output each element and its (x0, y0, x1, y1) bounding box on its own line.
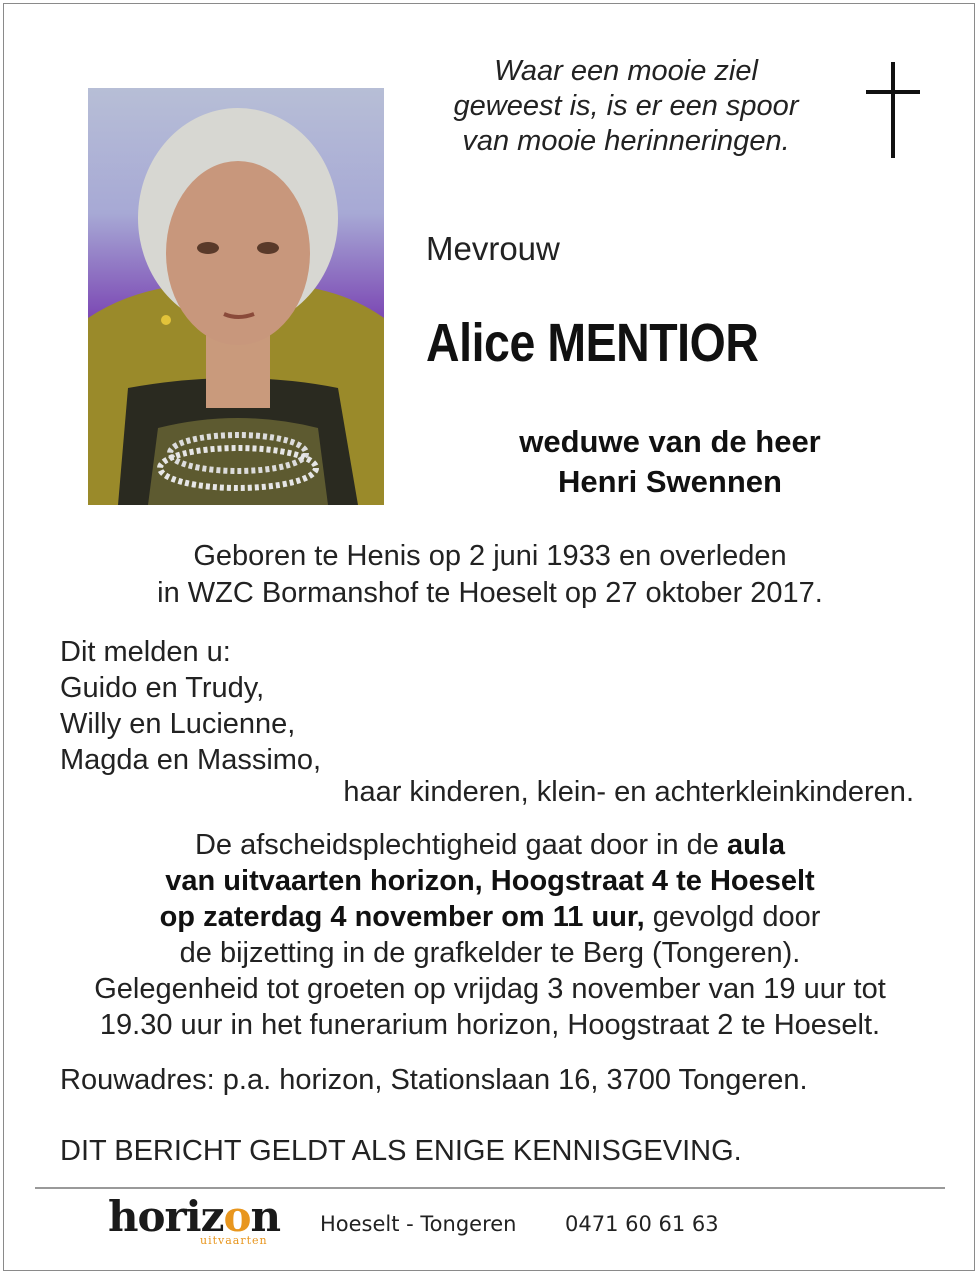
family-name: Willy en Lucienne, (60, 708, 296, 740)
birth-death-info (40, 538, 940, 612)
ceremony-line (30, 827, 950, 863)
ceremony-text: gevolgd door (644, 901, 821, 933)
ceremony-info (30, 827, 950, 1043)
quote-line: Waar een mooie ziel (494, 55, 758, 87)
logo-accent-letter: o (223, 1192, 251, 1241)
birth-death-line: Geboren te Henis op 2 juni 1933 en overleden (193, 540, 787, 572)
honorific: Mevrouw (426, 230, 560, 267)
portrait-photo (88, 88, 384, 505)
logo-text: horiz (108, 1192, 224, 1241)
ceremony-text: De afscheidsplechtigheid gaat door in de (194, 829, 727, 861)
birth-death-line: in WZC Bormanshof te Hoeselt op 27 oktober 2017. (157, 577, 823, 609)
widow-of (470, 422, 870, 502)
logo-subtitle: uitvaarten (200, 1234, 268, 1247)
ceremony-line: de bijzetting in de grafkelder te Berg (Tongeren). (179, 937, 801, 969)
deceased-name: Alice MENTIOR (426, 313, 759, 373)
footer-divider (35, 1187, 945, 1189)
quote-line: geweest is, is er een spoor (453, 90, 799, 122)
footer-locations: Hoeselt - Tongeren (320, 1212, 517, 1236)
ceremony-bold: op zaterdag 4 november om 11 uur, (159, 901, 645, 933)
ceremony-bold: van uitvaarten horizon, Hoogstraat 4 te Hoeselt (165, 865, 815, 897)
family-list (60, 634, 321, 778)
ceremony-bold: aula (727, 829, 786, 861)
cross-icon (866, 62, 920, 158)
ceremony-line (30, 863, 950, 899)
horizon-logo (108, 1192, 283, 1250)
mourning-address: Rouwadres: p.a. horizon, Stationslaan 16, 3700 Tongeren. (60, 1064, 808, 1096)
ceremony-line: 19.30 uur in het funerarium horizon, Hoogstraat 2 te Hoeselt. (99, 1009, 881, 1041)
quote-line: van mooie herinneringen. (462, 125, 790, 157)
family-name: Magda en Massimo, (60, 744, 322, 776)
memorial-quote (420, 54, 832, 159)
descendants-line: haar kinderen, klein- en achterkleinkinderen. (343, 776, 914, 808)
family-intro: Dit melden u: (60, 636, 231, 668)
family-name: Guido en Trudy, (60, 672, 265, 704)
widow-line: weduwe van de heer (519, 424, 821, 459)
widow-line: Henri Swennen (558, 464, 782, 499)
notice-line: DIT BERICHT GELDT ALS ENIGE KENNISGEVING. (60, 1135, 742, 1167)
portrait-illustration (88, 88, 384, 505)
ceremony-line (30, 899, 950, 935)
footer-phone: 0471 60 61 63 (565, 1212, 719, 1236)
ceremony-line: Gelegenheid tot groeten op vrijdag 3 november van 19 uur tot (94, 973, 886, 1005)
logo-text: n (250, 1192, 281, 1241)
